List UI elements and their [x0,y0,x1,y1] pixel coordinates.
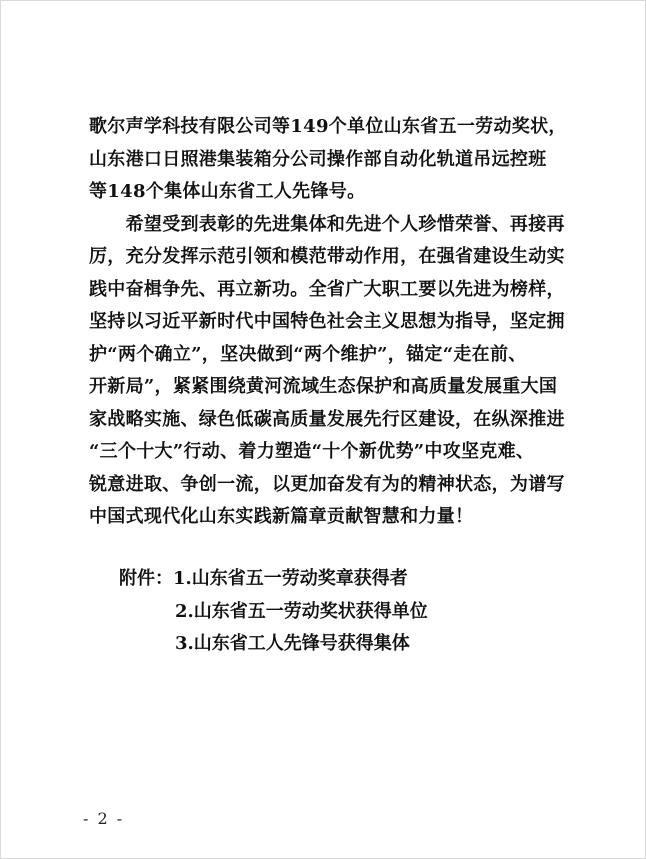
attachments-list [119,563,428,661]
attachment-row [119,628,428,661]
text-line: 坚持以习近平新时代中国特色社会主义思想为指导，坚定拥 [89,311,565,332]
text-line: 希望受到表彰的先进集体和先进个人珍惜荣誉、再接再 [89,213,565,235]
text-line: 中国式现代化山东实践新篇章贡献智慧和力量！ [89,506,474,527]
page-number: - 2 - [83,809,125,828]
text-line: 护“两个确立”，坚决做到“两个维护”，锚定“走在前、 [89,343,527,365]
attachment-row [119,563,428,596]
attachment-item: 2.山东省五一劳动奖状获得单位 [175,600,428,622]
text-line: 厉，充分发挥示范引领和模范带动作用，在强省建设生动实 [89,246,565,267]
text-line: 家战略实施、绿色低碳高质量发展先行区建设，在纵深推进 [89,408,565,430]
text-line: 歌尔声学科技有限公司等149个单位山东省五一劳动奖状， [89,116,567,137]
text-line: “三个十大”行动、着力塑造“十个新优势”中攻坚克难、 [89,441,535,462]
text-line: 山东港口日照港集装箱分公司操作部自动化轨道吊远控班 [89,148,547,170]
attachment-row [119,596,428,629]
text-line: 践中奋楫争先、再立新功。全省广大职工要以先进为榜样， [89,278,565,300]
attachment-item: 3.山东省工人先锋号获得集体 [175,633,410,654]
text-line: 开新局”，紧紧围绕黄河流域生态保护和高质量发展重大国 [89,376,558,397]
attachments-label: 附件： [119,568,173,589]
body-text [89,111,567,534]
attachment-item: 1.山东省五一劳动奖章获得者 [173,568,408,589]
text-line: 等148个集体山东省工人先锋号。 [89,181,366,202]
text-line: 锐意进取、争创一流，以更加奋发有为的精神状态，为谱写 [89,473,565,495]
